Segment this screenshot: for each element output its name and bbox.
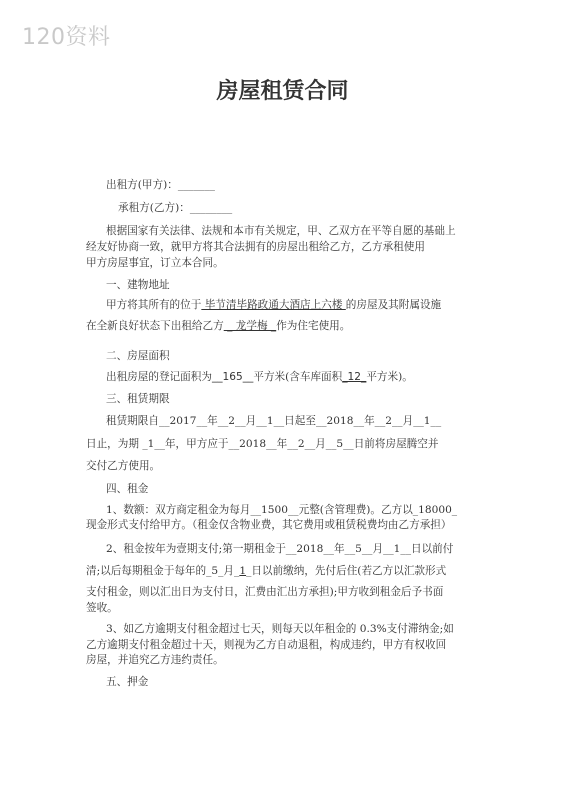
section-heading: 五、押金 [106,676,149,688]
tenant-line [86,318,350,333]
tenant-suffix: 作为住宅使用。 [276,320,351,332]
rent-line [86,563,446,578]
watermark: 120资料 [22,25,111,50]
intro-line: 经友好协商一致，就甲方将其合法拥有的房屋出租给乙方，乙方承租使用 [86,241,425,253]
address-suffix: 的房屋及其附属设施 [345,299,442,311]
area-mid: 平方米(含车库面积 [253,371,343,383]
rent-line: 1、数额：双方商定租金为每月__1500__元整(含管理费)。乙方以_18000_ [106,504,458,516]
rent-line: 3、如乙方逾期支付租金超过七天，则每天以年租金的 0.3%支付滞纳金;如 [106,623,454,635]
rent-line: 现金形式支付给甲方。（租金仅含物业费，其它费用或租赁税费均由乙方承担） [86,519,452,531]
term-line: 交付乙方使用。 [86,460,161,472]
rent-line: 支付租金，则以汇出日为支付日，汇费由汇出方承担);甲方收到租金后予书面 [86,586,444,598]
party-a-line [106,177,215,192]
area-prefix: 出租房屋的登记面积为 [106,371,212,383]
party-b-line [118,200,232,215]
party-b-label: 承租方(乙方)： [118,202,190,214]
area-suffix: 平方米)。 [366,371,413,383]
party-b-value: ________ [189,202,233,214]
address-prefix: 甲方将其所有的位于 [106,299,202,311]
section-heading: 二、房屋面积 [106,350,170,362]
section-heading: 一、建物地址 [106,279,170,291]
address-line [106,297,441,312]
tenant-name: _ 龙学梅 _ [223,320,277,332]
intro-line: 甲方房屋事宜，订立本合同。 [86,257,224,269]
document-title: 房屋租赁合同 [216,79,349,104]
section-heading: 三、租赁期限 [106,393,170,405]
rent-day: 1 [239,565,247,577]
term-line: 租赁期限自__2017__年__2__月__1__日起至__2018__年__2__月__1__ [106,415,442,427]
section-heading: 四、租金 [106,483,149,495]
garage-area: _12_ [342,371,367,383]
rent-line: 签收。 [86,602,118,614]
intro-line: 根据国家有关法律、法规和本市有关规定，甲、乙双方在平等自愿的基础上 [106,225,456,237]
party-a-value: _______ [177,179,215,191]
rent-line: 房屋，并追究乙方违约责任。 [86,654,224,666]
tenant-prefix: 在全新良好状态下出租给乙方 [86,320,224,332]
address-value: 毕节清毕路政通大酒店上六楼 [201,299,346,311]
rent-line: 2、租金按年为壹期支付;第一期租金于__2018__年__5__月__1__日以前付 [106,543,454,555]
party-a-label: 出租方(甲方)： [106,179,178,191]
rent-suffix: _日以前缴纳，先付后住(若乙方以汇款形式 [246,565,447,577]
rent-prefix: 清;以后每期租金于每年的_5_月_ [86,565,240,577]
term-line: 日止，为期 _1__年，甲方应于__2018__年__2__月__5__日前将房屋腾空并 [86,438,439,450]
rent-line: 乙方逾期支付租金超过十天，则视为乙方自动退租，构成违约，甲方有权收回 [86,639,447,651]
area-line [106,369,413,384]
area-value: __165__ [211,371,254,383]
